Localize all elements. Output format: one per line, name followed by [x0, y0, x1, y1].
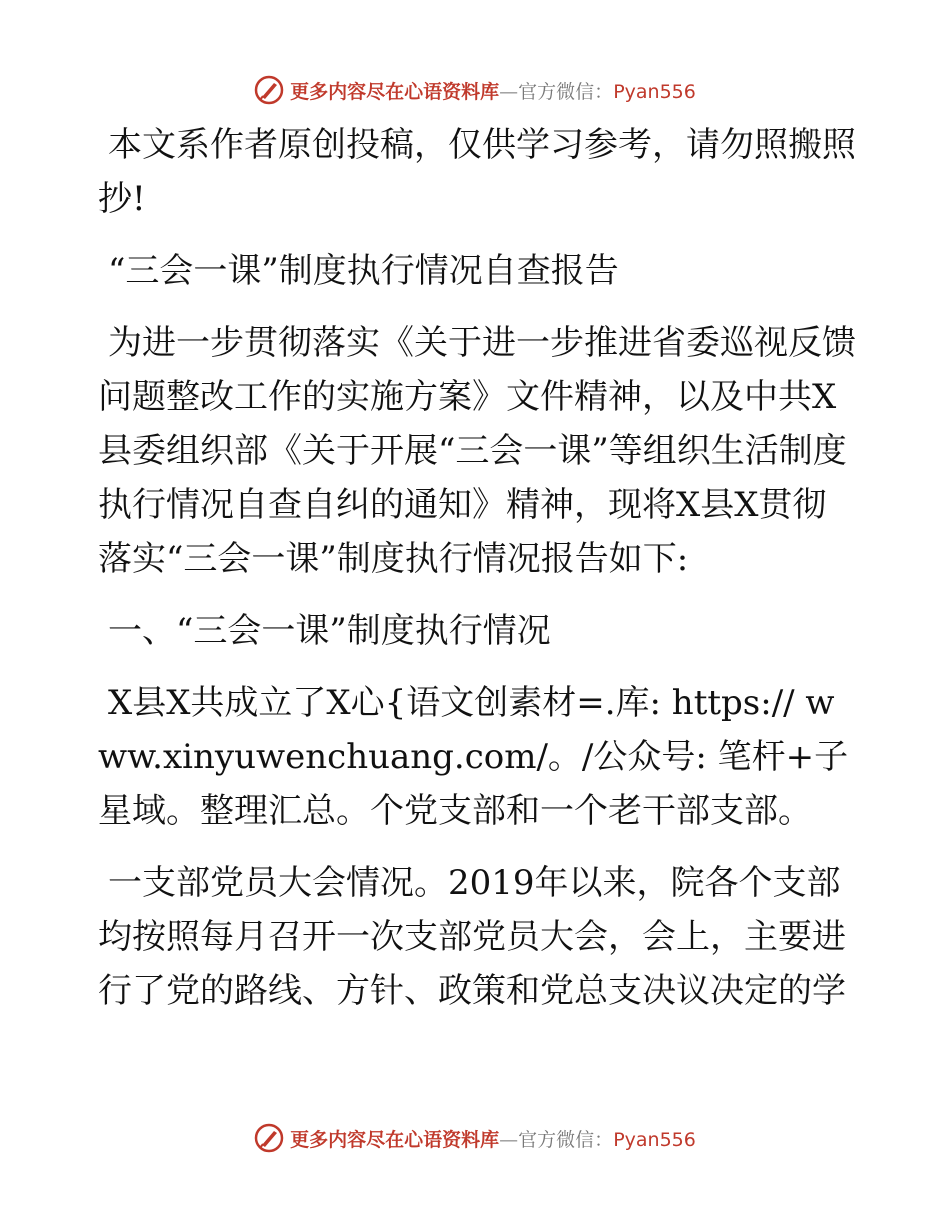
quill-pen-icon — [254, 75, 284, 105]
meetings-paragraph: 一支部党员大会情况。2019年以来，院各个支部均按照每月召开一次支部党员大会，会上，主要进行了党的路线、方针、政策和党总支决议决定的学 — [98, 863, 846, 1011]
banner-separator: — — [499, 1128, 519, 1151]
banner-wechat-label: 官方微信： — [518, 1128, 614, 1151]
copyright-notice: 本文系作者原创投稿，仅供学习参考，请勿照搬照抄! — [98, 125, 856, 219]
banner-wechat-id: Pyan556 — [613, 1128, 696, 1151]
document-title: “三会一课”制度执行情况自查报告 — [108, 251, 619, 291]
banner-separator: — — [499, 80, 519, 103]
banner-text — [290, 77, 696, 104]
banner-brand-text: 更多内容尽在心语资料库 — [290, 1128, 500, 1151]
banner-brand-text: 更多内容尽在心语资料库 — [290, 80, 500, 103]
branches-paragraph: X县X共成立了X心{语文创素材=.库: https:// www.xinyuwenchuang.com/。/公众号: 笔杆+子星域。整理汇总。个党支部和一个老干部支部。 — [98, 683, 849, 831]
section-heading: 一、“三会一课”制度执行情况 — [108, 611, 551, 651]
document-body — [98, 118, 858, 1036]
footer-watermark-banner — [0, 1120, 950, 1156]
quill-pen-icon — [254, 1123, 284, 1153]
intro-paragraph: 为进一步贯彻落实《关于进一步推进省委巡视反馈问题整改工作的实施方案》文件精神，以及中共X县委组织部《关于开展“三会一课”等组织生活制度执行情况自查自纠的通知》精神，现将X县X贯彻落实“三会一课”制度执行情况报告如下: — [98, 323, 856, 579]
banner-wechat-id: Pyan556 — [613, 80, 696, 103]
banner-wechat-label: 官方微信： — [518, 80, 614, 103]
header-watermark-banner — [0, 72, 950, 108]
banner-text — [290, 1125, 696, 1152]
